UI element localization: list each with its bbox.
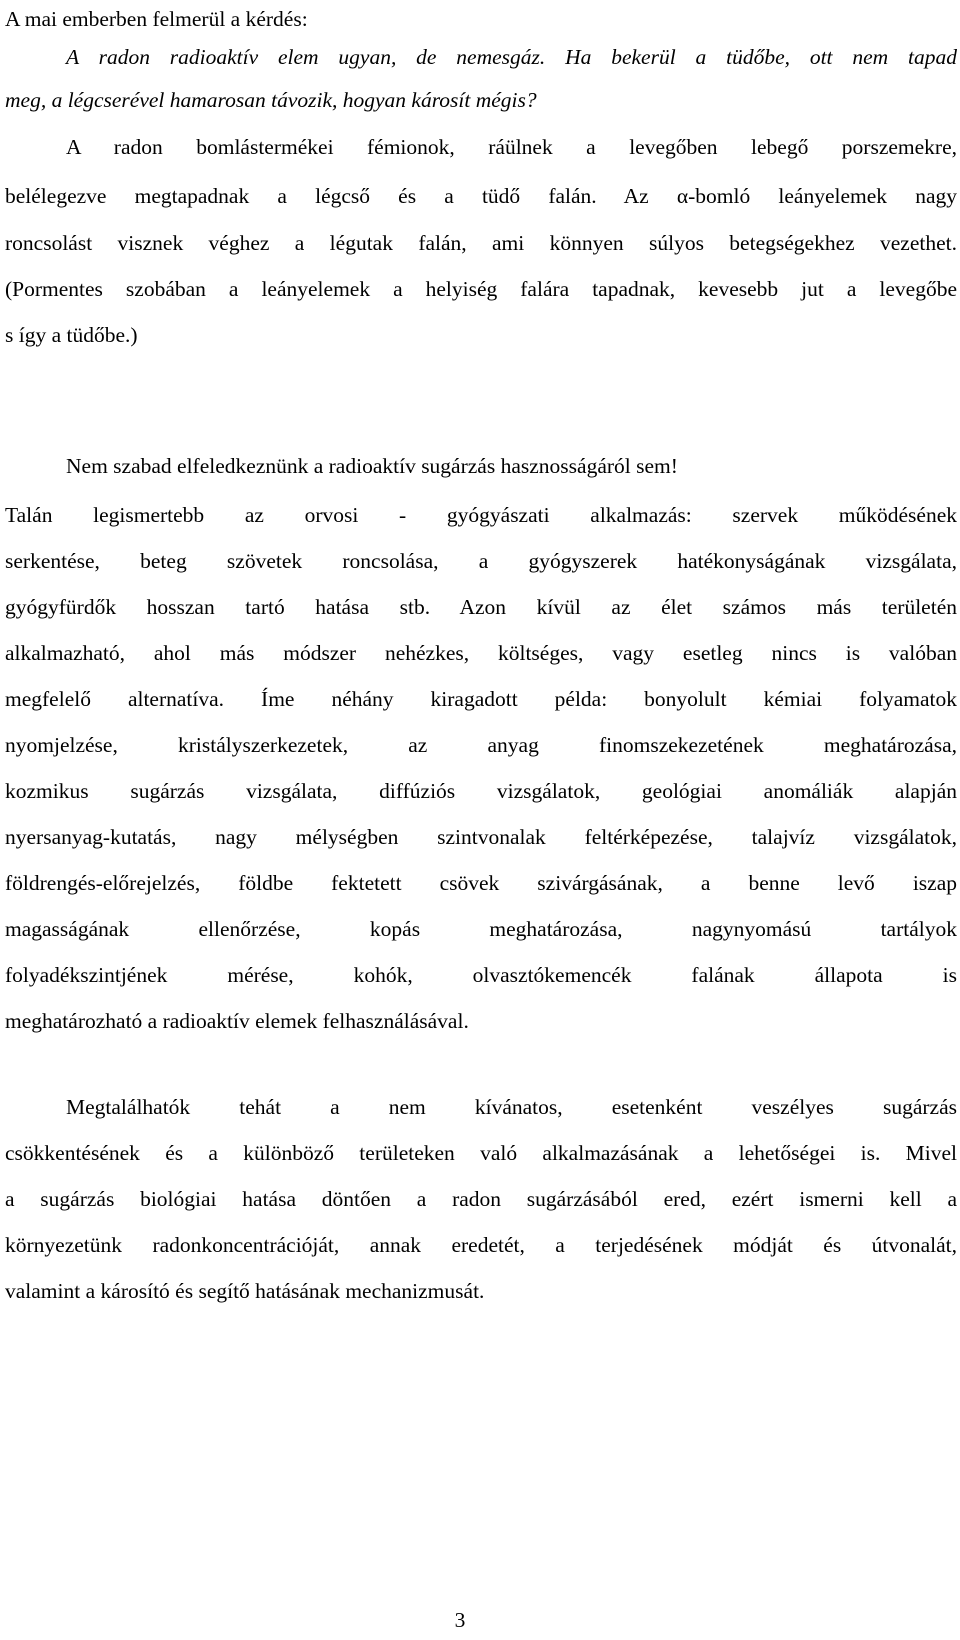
body-line: alkalmazható, ahol más módszer nehézkes, költséges, vagy esetleg nincs is valóban (5, 641, 957, 665)
body-line: nyomjelzése, kristályszerkezetek, az anyag finomszekezetének meghatározása, (5, 733, 957, 757)
answer-line: s így a tüdőbe.) (5, 323, 138, 347)
answer-line: roncsolást visznek véghez a légutak falán, ami könnyen súlyos betegségekhez vezethet. (5, 231, 957, 255)
body-line: magasságának ellenőrzése, kopás meghatározása, nagynyomású tartályok (5, 917, 957, 941)
closing-line: valamint a károsító és segítő hatásának mechanizmusát. (5, 1279, 485, 1303)
intro-heading: A mai emberben felmerül a kérdés: (5, 7, 308, 31)
body-line: földrengés-előrejelzés, földbe fektetett csövek szivárgásának, a benne levő iszap (5, 871, 957, 895)
question-line: meg, a légcserével hamarosan távozik, hogyan károsít mégis? (5, 88, 537, 112)
closing-line: Megtalálhatók tehát a nem kívánatos, esetenként veszélyes sugárzás (66, 1095, 957, 1119)
uses-lead: Nem szabad elfeledkeznünk a radioaktív sugárzás hasznosságáról sem! (66, 454, 678, 478)
body-line: kozmikus sugárzás vizsgálata, diffúziós vizsgálatok, geológiai anomáliák alapján (5, 779, 957, 803)
closing-line: környezetünk radonkoncentrációját, annak eredetét, a terjedésének módját és útvonalát, (5, 1233, 957, 1257)
body-line: Talán legismertebb az orvosi - gyógyászati alkalmazás: szervek működésének (5, 503, 957, 527)
answer-line: belélegezve megtapadnak a légcső és a tüdő falán. Az α-bomló leányelemek nagy (5, 184, 957, 208)
body-line: meghatározható a radioaktív elemek felhasználásával. (5, 1009, 469, 1033)
answer-line: A radon bomlástermékei fémionok, ráülnek a levegőben lebegő porszemekre, (66, 135, 957, 159)
page-number: 3 (454, 1608, 466, 1632)
body-line: nyersanyag-kutatás, nagy mélységben szintvonalak feltérképezése, talajvíz vizsgálatok, (5, 825, 957, 849)
closing-line: a sugárzás biológiai hatása döntően a radon sugárzásából ered, ezért ismerni kell a (5, 1187, 957, 1211)
question-line: A radon radioaktív elem ugyan, de nemesgáz. Ha bekerül a tüdőbe, ott nem tapad (66, 45, 957, 69)
closing-line: csökkentésének és a különböző területeken való alkalmazásának a lehetőségei is. Mivel (5, 1141, 957, 1165)
answer-line: (Pormentes szobában a leányelemek a helyiség falára tapadnak, kevesebb jut a levegőbe (5, 277, 957, 301)
body-line: megfelelő alternatíva. Íme néhány kiragadott példa: bonyolult kémiai folyamatok (5, 687, 957, 711)
body-line: gyógyfürdők hosszan tartó hatása stb. Azon kívül az élet számos más területén (5, 595, 957, 619)
body-line: folyadékszintjének mérése, kohók, olvasztókemencék falának állapota is (5, 963, 957, 987)
body-line: serkentése, beteg szövetek roncsolása, a gyógyszerek hatékonyságának vizsgálata, (5, 549, 957, 573)
